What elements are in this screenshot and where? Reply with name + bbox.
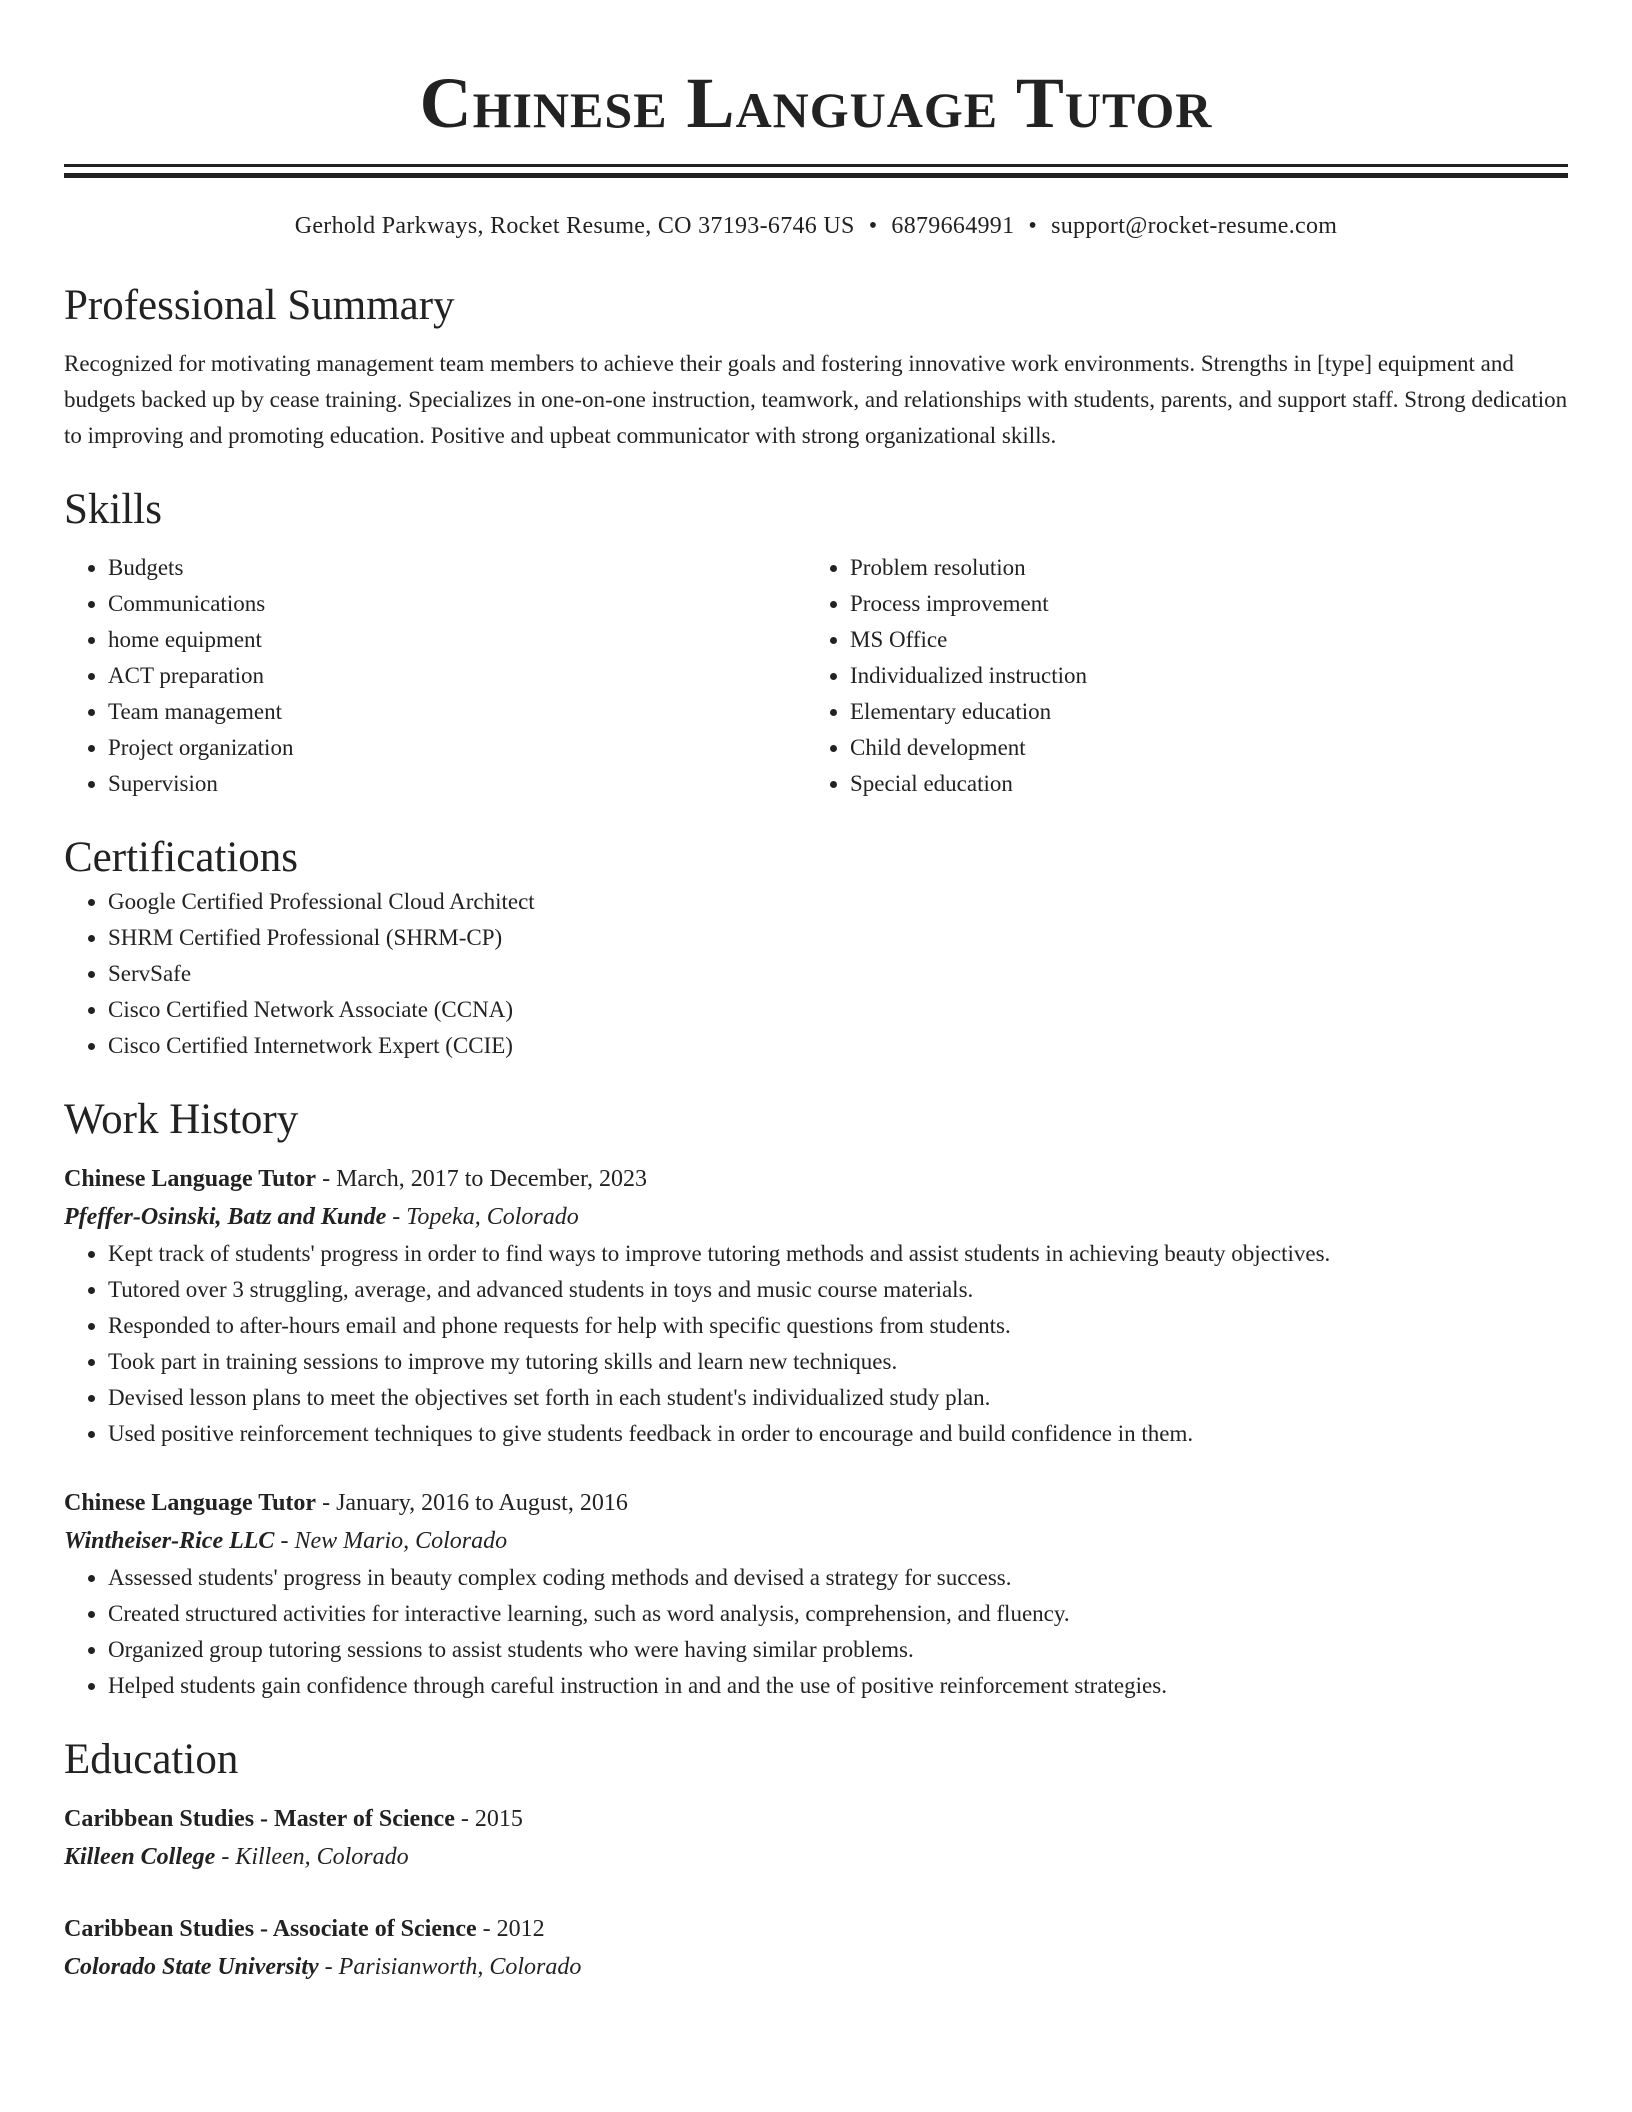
education-location: Killeen, Colorado	[235, 1844, 409, 1870]
job-duty-item: • Organized group tutoring sessions to assist students who were having similar problems.	[108, 1632, 1568, 1668]
education-school-line: Killeen College - Killeen, Colorado	[64, 1844, 409, 1870]
skill-item: • Problem resolution	[850, 550, 1568, 586]
certifications-list	[64, 884, 1568, 1064]
skill-item: • Budgets	[108, 550, 806, 586]
skills-list-left	[64, 550, 806, 802]
job-duty-item: • Devised lesson plans to meet the objectives set forth in each student's individualized study plan.	[108, 1380, 1568, 1416]
job-entry	[64, 1160, 1568, 1452]
education-degree: Caribbean Studies - Associate of Science	[64, 1916, 477, 1942]
skills-section	[64, 484, 1568, 802]
job-location: Topeka, Colorado	[406, 1204, 579, 1230]
certifications-heading: Certifications	[64, 834, 299, 881]
job-duty-item: • Took part in training sessions to improve my tutoring skills and learn new techniques.	[108, 1344, 1568, 1380]
job-dates: January, 2016 to August, 2016	[336, 1490, 628, 1516]
skill-item: • Child development	[850, 730, 1568, 766]
skills-heading: Skills	[64, 486, 162, 533]
certification-item: • Cisco Certified Network Associate (CCNA)	[108, 992, 1568, 1028]
skill-item: • MS Office	[850, 622, 1568, 658]
skill-item: • Team management	[108, 694, 806, 730]
summary-section	[64, 280, 1568, 454]
education-school: Killeen College	[64, 1844, 216, 1870]
skills-column-right	[806, 550, 1568, 802]
certification-item: • SHRM Certified Professional (SHRM-CP)	[108, 920, 1568, 956]
job-duty-item: • Created structured activities for interactive learning, such as word analysis, comprehension, and fluency.	[108, 1596, 1568, 1632]
work-history-section	[64, 1094, 1568, 1704]
title-divider-thin	[64, 164, 1568, 167]
education-school: Colorado State University	[64, 1954, 319, 1980]
job-duty-item: • Helped students gain confidence through careful instruction in and and the use of positive reinforcement strategies.	[108, 1668, 1568, 1704]
skill-item: • Supervision	[108, 766, 806, 802]
education-entry	[64, 1800, 1568, 1876]
job-title: Chinese Language Tutor	[64, 1490, 317, 1516]
education-header: Caribbean Studies - Associate of Science - 2012	[64, 1916, 545, 1942]
page-title: Chinese Language Tutor	[419, 63, 1213, 143]
job-duty-item: • Used positive reinforcement techniques to give students feedback in order to encourage and build confidence in them.	[108, 1416, 1568, 1452]
job-entry	[64, 1484, 1568, 1704]
job-header: Chinese Language Tutor - March, 2017 to December, 2023	[64, 1166, 648, 1192]
job-duties-list	[64, 1560, 1568, 1704]
skills-list-right	[806, 550, 1568, 802]
skill-item: • Elementary education	[850, 694, 1568, 730]
summary-heading: Professional Summary	[64, 282, 455, 329]
education-entry	[64, 1910, 1568, 1986]
contact-line	[64, 210, 1568, 242]
job-title: Chinese Language Tutor	[64, 1166, 317, 1192]
certification-item: • Cisco Certified Internetwork Expert (CCIE)	[108, 1028, 1568, 1064]
skills-grid	[64, 550, 1568, 802]
job-location: New Mario, Colorado	[294, 1528, 508, 1554]
contact-address: Gerhold Parkways, Rocket Resume, CO 37193-6746 US	[294, 213, 855, 239]
education-section	[64, 1734, 1568, 1986]
education-location: Parisianworth, Colorado	[338, 1954, 582, 1980]
skill-item: • Process improvement	[850, 586, 1568, 622]
education-school-line: Colorado State University - Parisianworth, Colorado	[64, 1954, 582, 1980]
education-degree: Caribbean Studies - Master of Science	[64, 1806, 455, 1832]
skill-item: • Individualized instruction	[850, 658, 1568, 694]
skill-item: • home equipment	[108, 622, 806, 658]
job-employer: Pfeffer-Osinski, Batz and Kunde	[64, 1204, 387, 1230]
job-duty-item: • Tutored over 3 struggling, average, and advanced students in toys and music course materials.	[108, 1272, 1568, 1308]
contact-phone: 6879664991	[891, 213, 1015, 239]
education-heading: Education	[64, 1736, 239, 1783]
job-employer-line: Pfeffer-Osinski, Batz and Kunde - Topeka, Colorado	[64, 1204, 579, 1230]
job-duty-item: • Kept track of students' progress in order to find ways to improve tutoring methods and assist students in achieving beauty objectives.	[108, 1236, 1568, 1272]
job-duty-item: • Assessed students' progress in beauty complex coding methods and devised a strategy for success.	[108, 1560, 1568, 1596]
education-header: Caribbean Studies - Master of Science - 2015	[64, 1806, 523, 1832]
work-history-heading: Work History	[64, 1096, 299, 1143]
job-duties-list	[64, 1236, 1568, 1452]
education-year: 2015	[474, 1806, 523, 1832]
job-employer: Wintheiser-Rice LLC	[64, 1528, 275, 1554]
skills-column-left	[64, 550, 806, 802]
title-divider-thick	[64, 173, 1568, 178]
job-duty-item: • Responded to after-hours email and phone requests for help with specific questions from students.	[108, 1308, 1568, 1344]
contact-separator: •	[1028, 213, 1038, 239]
summary-text: Recognized for motivating management team members to achieve their goals and fostering innovative work environments. Strengths in [type] equipment and budgets backed up by cease training. Specializes in one-on-one instruction, teamwork, and relationships with students, parents, and support staff. Strong dedication to improving and promoting education. Positive and upbeat communicator with strong organizational skills.	[64, 351, 1568, 448]
job-dates: March, 2017 to December, 2023	[336, 1166, 648, 1192]
skill-item: • ACT preparation	[108, 658, 806, 694]
job-header: Chinese Language Tutor - January, 2016 to August, 2016	[64, 1490, 628, 1516]
skill-item: • Project organization	[108, 730, 806, 766]
certification-item: • ServSafe	[108, 956, 1568, 992]
job-employer-line: Wintheiser-Rice LLC - New Mario, Colorado	[64, 1528, 508, 1554]
certifications-section	[64, 832, 1568, 1064]
skill-item: • Communications	[108, 586, 806, 622]
contact-email: support@rocket-resume.com	[1051, 213, 1338, 239]
skill-item: • Special education	[850, 766, 1568, 802]
certification-item: • Google Certified Professional Cloud Architect	[108, 884, 1568, 920]
education-year: 2012	[496, 1916, 545, 1942]
contact-separator: •	[868, 213, 878, 239]
